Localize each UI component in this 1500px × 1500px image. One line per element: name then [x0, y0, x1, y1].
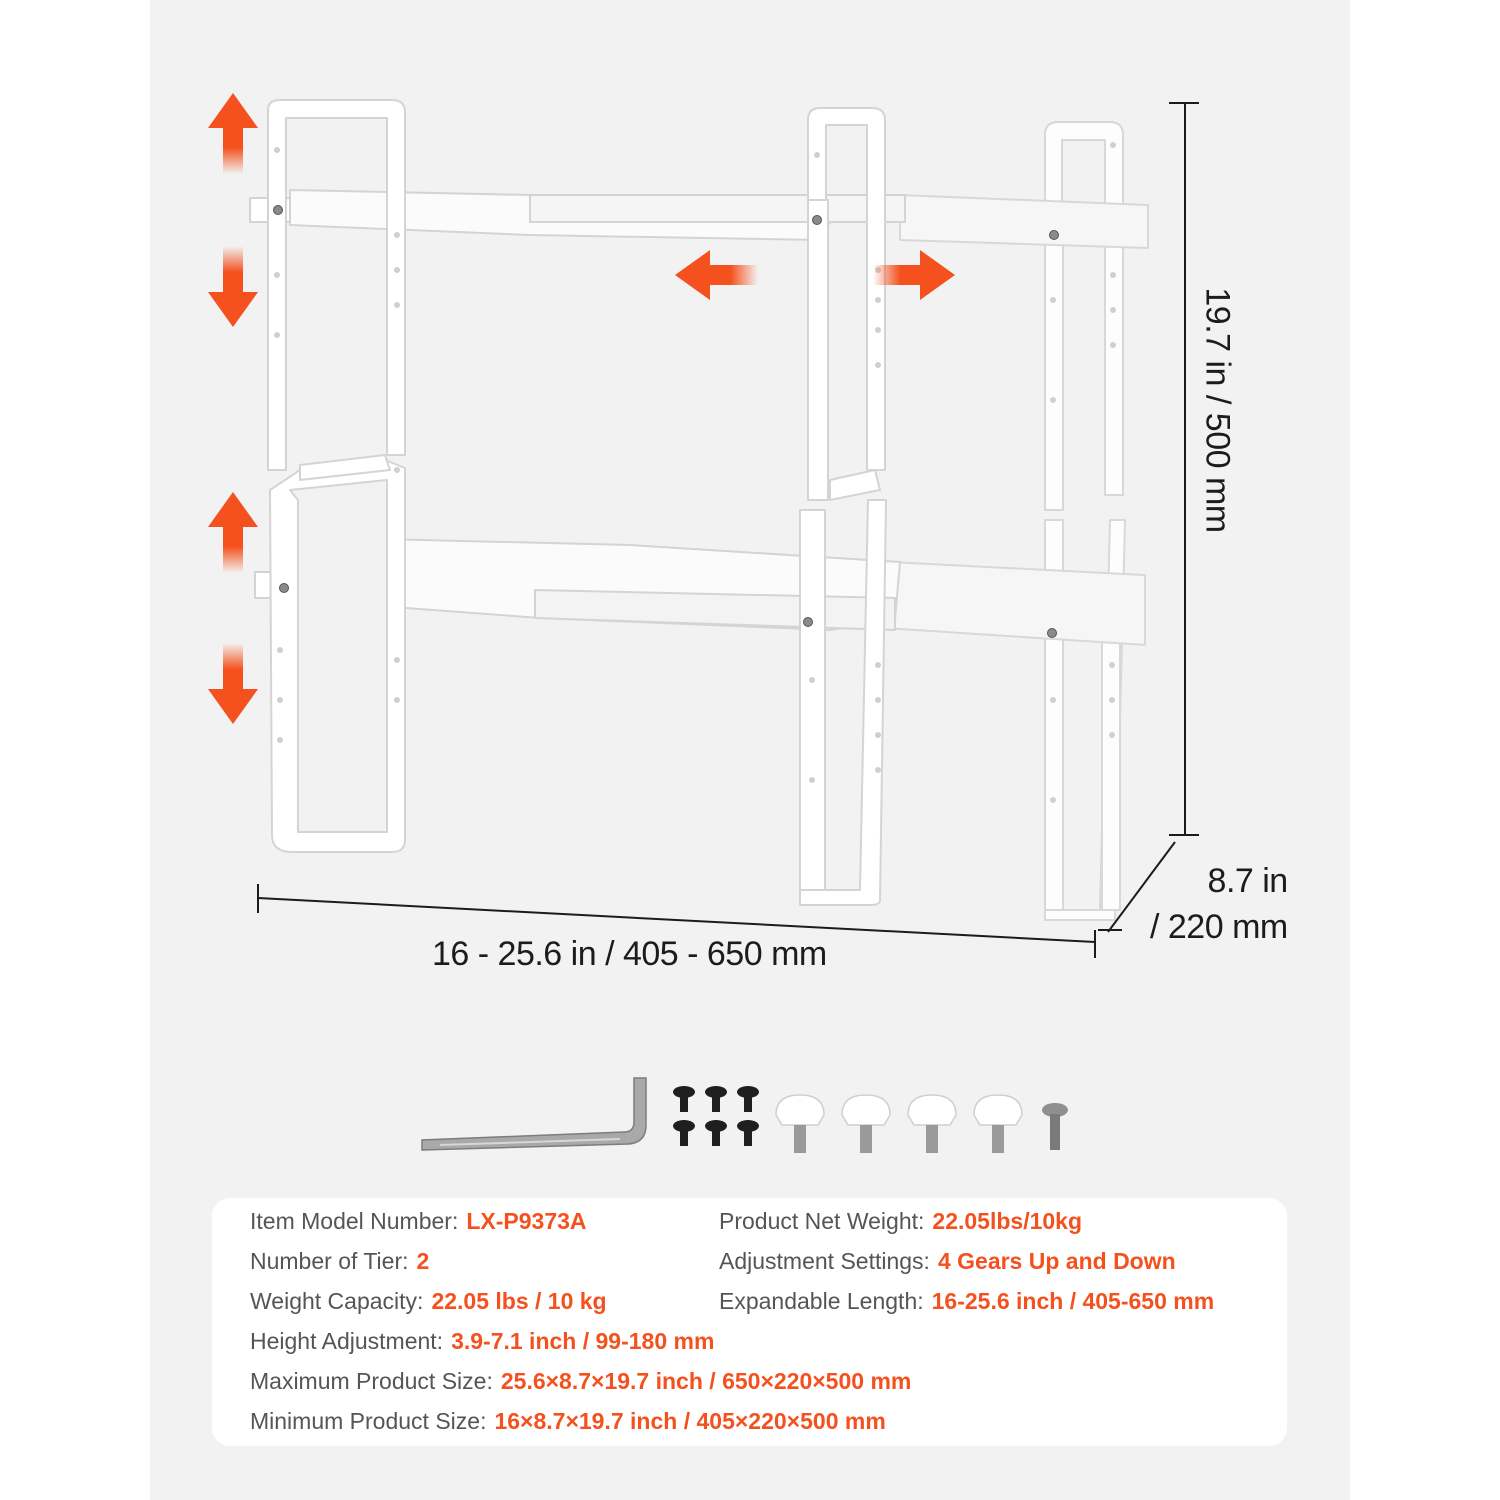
- spec-capacity: Weight Capacity: 22.05 lbs / 10 kg: [250, 1288, 607, 1314]
- allen-key-icon: [422, 1078, 646, 1150]
- spec-table: [212, 1198, 1287, 1446]
- depth-dimension-label: [1150, 858, 1288, 950]
- arrow-left-icon: [675, 250, 758, 300]
- spec-expandable-length: Expandable Length: 16-25.6 inch / 405-650 mm: [719, 1288, 1215, 1314]
- spec-item-model: Item Model Number: LX-P9373A: [250, 1208, 587, 1234]
- width-dimension-label: 16 - 25.6 in / 405 - 650 mm: [432, 935, 827, 973]
- spec-adjustment: Adjustment Settings: 4 Gears Up and Down: [719, 1248, 1176, 1274]
- spec-max-size: Maximum Product Size: 25.6×8.7×19.7 inch / 650×220×500 mm: [250, 1368, 912, 1394]
- depth-inches: 8.7 in: [1207, 862, 1288, 900]
- arrow-up-icon: [208, 492, 258, 573]
- depth-millimeters: / 220 mm: [1150, 908, 1288, 946]
- arrow-down-icon: [208, 246, 258, 327]
- spec-net-weight: Product Net Weight: 22.05lbs/10kg: [719, 1208, 1083, 1234]
- arrow-down-icon: [208, 643, 258, 724]
- spec-min-size: Minimum Product Size: 16×8.7×19.7 inch / 405×220×500 mm: [250, 1408, 886, 1434]
- screw-icon: [673, 1086, 759, 1146]
- screw-icon: [1042, 1103, 1068, 1150]
- height-dimension-label: 19.7 in / 500 mm: [1198, 287, 1237, 533]
- shelf-frame: [250, 100, 1148, 920]
- foot-pad-icon: [776, 1095, 1022, 1153]
- arrow-up-icon: [208, 93, 258, 174]
- spec-tiers: Number of Tier: 2: [250, 1248, 430, 1274]
- spec-height-adjustment: Height Adjustment: 3.9-7.1 inch / 99-180 mm: [250, 1328, 715, 1354]
